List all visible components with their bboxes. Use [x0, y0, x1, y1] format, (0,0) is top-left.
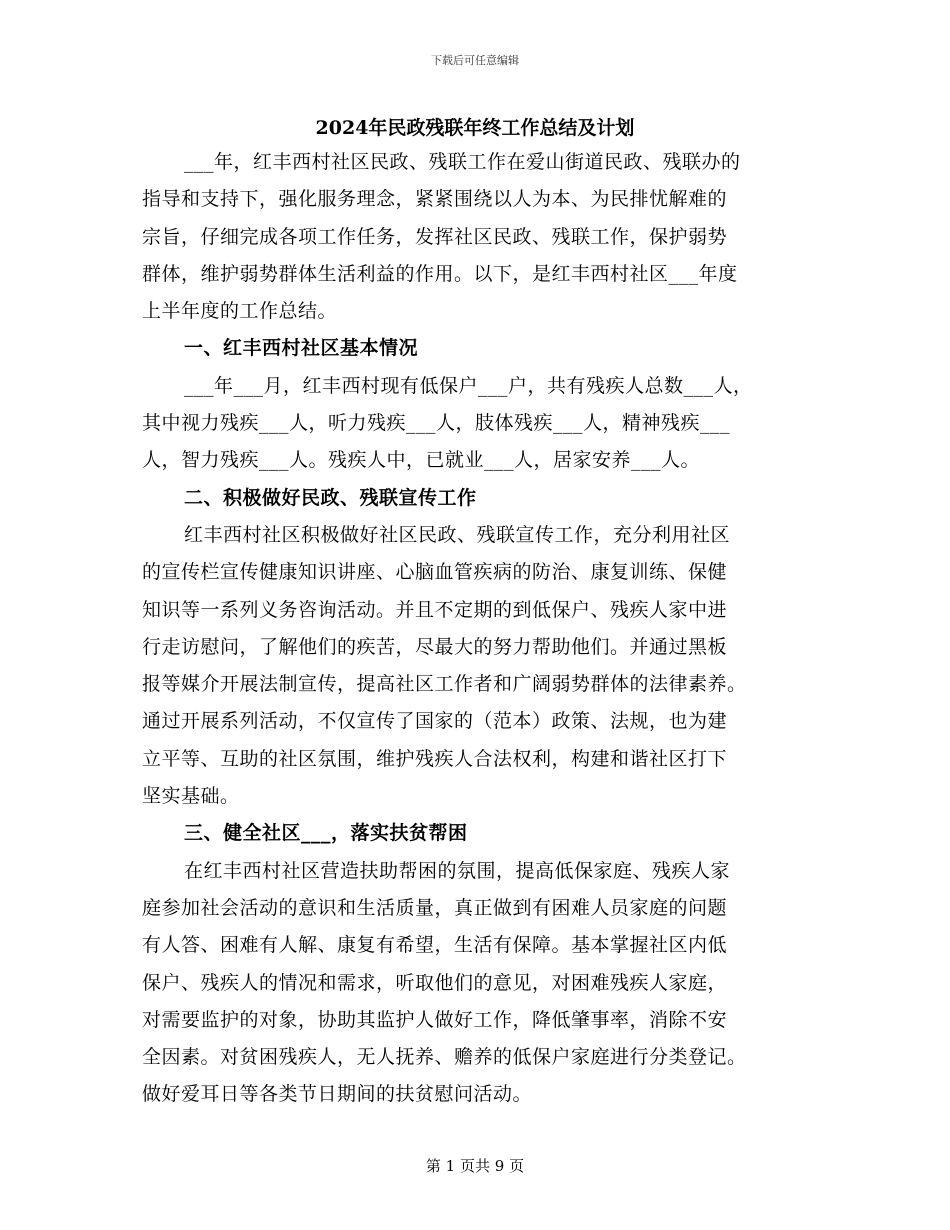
- paragraph-line: 上半年度的工作总结。: [142, 300, 338, 323]
- paragraph-line: 全因素。对贫困残疾人，无人抚养、赡养的低保户家庭进行分类登记。: [142, 1046, 747, 1069]
- paragraph-line: 人，智力残疾___人。残疾人中，已就业___人，居家安养___人。: [142, 449, 701, 472]
- document-title: 2024年民政残联年终工作总结及计划: [315, 117, 635, 139]
- paragraph-line: 指导和支持下，强化服务理念，紧紧围绕以人为本、为民排忧解难的: [142, 188, 728, 211]
- page-header: 下载后可任意编辑: [431, 54, 519, 67]
- section-heading: 一、红丰西村社区基本情况: [184, 337, 419, 360]
- paragraph-line: 群体，维护弱势群体生活利益的作用。以下，是红丰西村社区___年度: [142, 262, 738, 285]
- paragraph-line: 知识等一系列义务咨询活动。并且不定期的到低保户、残疾人家中进: [142, 598, 728, 621]
- paragraph-line: 有人答、困难有人解、康复有希望，生活有保障。基本掌握社区内低: [142, 934, 728, 957]
- paragraph-line: 庭参加社会活动的意识和生活质量，真正做到有困难人员家庭的问题: [142, 896, 728, 919]
- paragraph-line: 保户、残疾人的情况和需求，听取他们的意见，对困难残疾人家庭，: [142, 971, 728, 994]
- paragraph-line: 红丰西村社区积极做好社区民政、残联宣传工作，充分利用社区: [184, 523, 731, 546]
- paragraph-line: 做好爱耳日等各类节日期间的扶贫慰问活动。: [142, 1083, 533, 1106]
- paragraph-line: 的宣传栏宣传健康知识讲座、心脑血管疾病的防治、康复训练、保健: [142, 561, 728, 584]
- page-footer: 第 1 页共 9 页: [425, 1157, 525, 1175]
- paragraph-line: 宗旨，仔细完成各项工作任务，发挥社区民政、残联工作，保护弱势: [142, 225, 728, 248]
- paragraph-line: 行走访慰问，了解他们的疾苦，尽最大的努力帮助他们。并通过黑板: [142, 635, 728, 658]
- section-heading: 三、健全社区___，落实扶贫帮困: [184, 822, 468, 845]
- paragraph-line: 立平等、互助的社区氛围，维护残疾人合法权利，构建和谐社区打下: [142, 747, 728, 770]
- section-heading: 二、积极做好民政、残联宣传工作: [184, 486, 477, 509]
- paragraph-line: 坚实基础。: [142, 785, 240, 808]
- paragraph-line: 对需要监护的对象，协助其监护人做好工作，降低肇事率，消除不安: [142, 1008, 728, 1031]
- paragraph-line: ___年，红丰西村社区民政、残联工作在爱山街道民政、残联办的: [184, 151, 741, 173]
- paragraph-line: 报等媒介开展法制宣传，提高社区工作者和广阔弱势群体的法律素养。: [142, 673, 747, 696]
- paragraph-line: 在红丰西村社区营造扶助帮困的氛围，提高低保家庭、残疾人家: [184, 859, 731, 882]
- paragraph-line: 其中视力残疾___人，听力残疾___人，肢体残疾___人，精神残疾___: [142, 412, 731, 435]
- paragraph-line: ___年___月，红丰西村现有低保户___户，共有残疾人总数___人，: [184, 374, 753, 397]
- paragraph-line: 通过开展系列活动，不仅宣传了国家的（范本）政策、法规，也为建: [142, 710, 728, 733]
- document-body: [142, 144, 808, 1114]
